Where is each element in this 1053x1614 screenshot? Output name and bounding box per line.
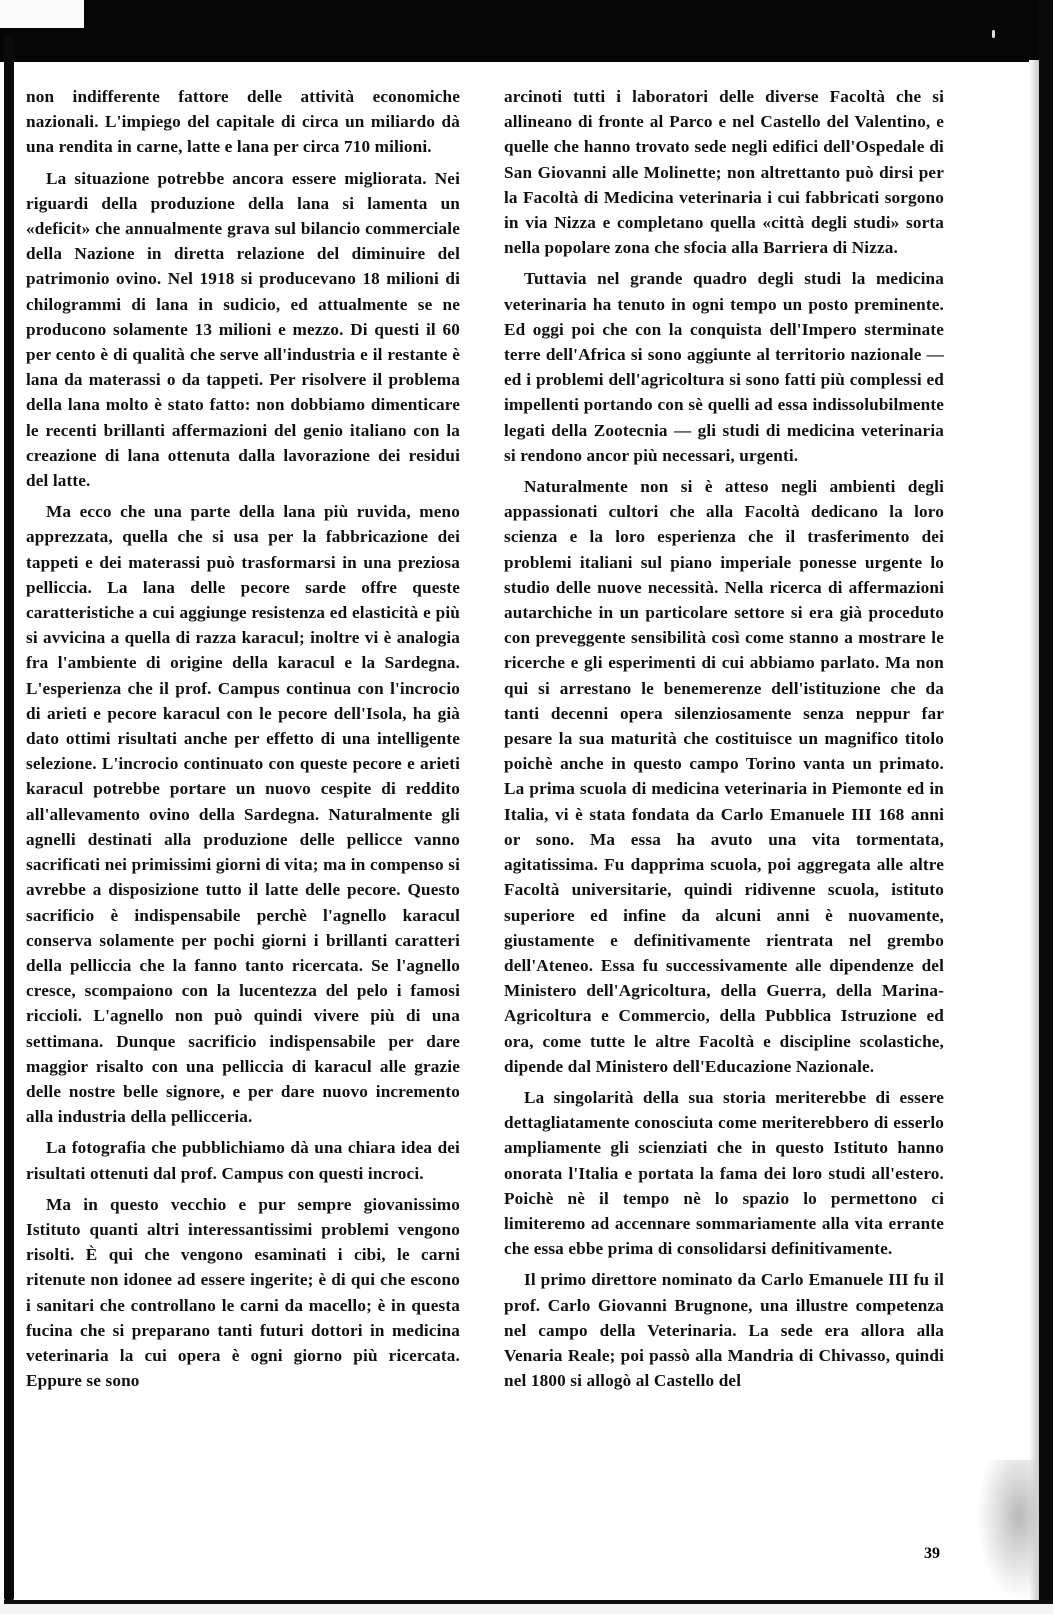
- paragraph: non indifferente fattore delle attività economiche nazionali. L'impiego del capitale di circa un miliardo dà una rendita in carne, latte e lana per circa 710 milioni.: [26, 87, 460, 157]
- scan-left-black-border: [4, 36, 14, 1601]
- right-text-column: [504, 84, 944, 1393]
- page-number: 39: [924, 1545, 940, 1562]
- paragraph: Tuttavia nel grande quadro degli studi la medicina veterinaria ha tenuto in ogni tempo un posto preminente. Ed oggi poi che con la conquista dell'Impero sterminate terre dell'Africa si sono aggiunte al territorio nazionale — ed i problemi dell'agricoltura si sono fatti più complessi ed impellenti portando con sè quelli ad essa indissolubilmente legati della Zootecnia — gli studi di medicina veterinaria si rendono ancor più necessari, urgenti.: [504, 269, 944, 465]
- scan-top-margin: [0, 0, 86, 30]
- scan-right-black-border: [1039, 0, 1053, 1602]
- scan-bottom-strip: [0, 1604, 1053, 1614]
- scan-dust-spot: [992, 30, 995, 38]
- paragraph: arcinoti tutti i laboratori delle diverse Facoltà che si allineano di fronte al Parco e nel Castello del Valentino, e quelle che hanno trovato sede negli edifici dell'Ospedale di San Giovanni alle Molinette; non altrettanto può dirsi per la Facoltà di Medicina veterinaria i cui fabbricati sorgono in via Nizza e completano quella «città degli studi» sorta nella popolare zona che sfocia alla Barriera di Nizza.: [504, 87, 944, 258]
- paragraph: La singolarità della sua storia meriterebbe di essere dettagliatamente conosciuta come meriterebbero di esserlo ampliamente gli scienziati che in questo Istituto hanno onorata l'Italia e portata la fama dei loro studi all'estero. Poichè nè il tempo nè lo spazio lo permettono ci limiteremo ad accennare sommariamente alla vita errante che essa ebbe prima di consolidarsi definitivamente.: [504, 1087, 944, 1259]
- paragraph: Ma ecco che una parte della lana più ruvida, meno apprezzata, quella che si usa per la fabbricazione dei tappeti e dei materassi può trasformarsi in una preziosa pelliccia. La lana delle pecore sarde offre queste caratteristiche a cui aggiunge resistenza ed elasticità e più si avvicina a quella di razza karacul; inoltre vi è analogia fra l'ambiente di origine della karacul e la Sardegna. L'esperienza che il prof. Campus continua con l'incrocio di arieti e pecore karacul con le pecore dell'Isola, ha già dato ottimi risultati anche per effetto di una intelligente selezione. L'incrocio continuato con queste pecore e arieti karacul potrebbe portare un nuovo cespite di reddito all'allevamento ovino della Sardegna. Naturalmente gli agnelli destinati alla produzione delle pellicce vanno sacrificati nei primissimi giorni di vita; ma in compenso si avrebbe a disposizione tutto il latte delle pecore. Questo sacrificio è indispensabile perchè l'agnello karacul conserva solamente per pochi giorni i brillanti caratteri della pelliccia che la fanno tanto ricercata. Se l'agnello cresce, scompaiono con la lucentezza del pelo i famosi riccioli. L'agnello non può quindi vivere più di una settimana. Dunque sacrificio indispensabile per dare maggior risalto con una pelliccia di karacul alle grazie delle nostre belle signore, e per dare nuovo incremento alla industria della pellicceria.: [26, 502, 460, 1127]
- scan-right-shade: [1029, 60, 1039, 1600]
- paragraph: Ma in questo vecchio e pur sempre giovanissimo Istituto quanti altri interessantissimi problemi vengono risolti. È qui che vengono esaminati i cibi, le carni ritenute non idonee ad essere ingerite; è di qui che escono i sanitari che controllano le carni da macello; è in questa fucina che si preparano tanti futuri dottori in medicina veterinaria la cui opera è ogni giorno più ricercata. Eppure se sono: [26, 1194, 460, 1391]
- paragraph: La situazione potrebbe ancora essere migliorata. Nei riguardi della produzione della lana si lamenta un «deficit» che annualmente grava sul bilancio commerciale della Nazione in diretta relazione del diminuire del patrimonio ovino. Nel 1918 si producevano 18 milioni di chilogrammi di lana in sudicio, ed attualmente se ne producono solamente 13 milioni e mezzo. Di questi il 60 per cento è di qualità che serve all'industria e il restante è lana da materassi o da tappeti. Per risolvere il problema della lana molto è stato fatto: non dobbiamo dimenticare le recenti brillanti affermazioni del genio italiano con la creazione di lana ottenuta dalla lavorazione dei residui del latte.: [26, 168, 460, 491]
- left-text-column: [26, 84, 460, 1393]
- scan-smudge: [977, 1460, 1037, 1600]
- paragraph: La fotografia che pubblichiamo dà una chiara idea dei risultati ottenuti dal prof. Campus con questi incroci.: [26, 1138, 460, 1183]
- scan-top-shadow: [0, 40, 1053, 62]
- paragraph: Il primo direttore nominato da Carlo Emanuele III fu il prof. Carlo Giovanni Brugnone, una illustre competenza nel campo della Veterinaria. La sede era allora alla Venaria Reale; poi passò alla Mandria di Chivasso, quindi nel 1800 si allogò al Castello del: [504, 1270, 944, 1391]
- paragraph: Naturalmente non si è atteso negli ambienti degli appassionati cultori che alla Facoltà dedicano la loro scienza e la loro esperienza che il trasferimento dei problemi italiani sul piano imperiale ponesse urgente lo studio delle nuove necessità. Nella ricerca di affermazioni autarchiche in un particolare settore si era già proceduto con preveggente sensibilità così come stanno a mostrare le ricerche e gli esperimenti di cui abbiamo parlato. Ma non qui si arrestano le benemerenze dell'istituzione che da tanti decenni opera silenziosamente senza neppur far pesare la sua maturità che costituisce un magnifico titolo poichè anche in questo campo Torino vanta un primato. La prima scuola di medicina veterinaria in Piemonte ed in Italia, vi è stata fondata da Carlo Emanuele III 168 anni or sono. Ma essa ha avuto una vita tormentata, agitatissima. Fu dapprima scuola, poi aggregata alle altre Facoltà universitarie, quindi ridivenne scuola, istituto superiore ed infine da alcuni anni è nuovamente, giustamente e definitivamente rientrata nel grembo dell'Ateneo. Essa fu successivamente alle dipendenze del Ministero dell'Agricoltura, della Guerra, della Marina-Agricoltura e Commercio, della Pubblica Istruzione ed ora, come tutte le altre Facoltà e discipline scolastiche, dipende dal Ministero dell'Educazione Nazionale.: [504, 477, 944, 1076]
